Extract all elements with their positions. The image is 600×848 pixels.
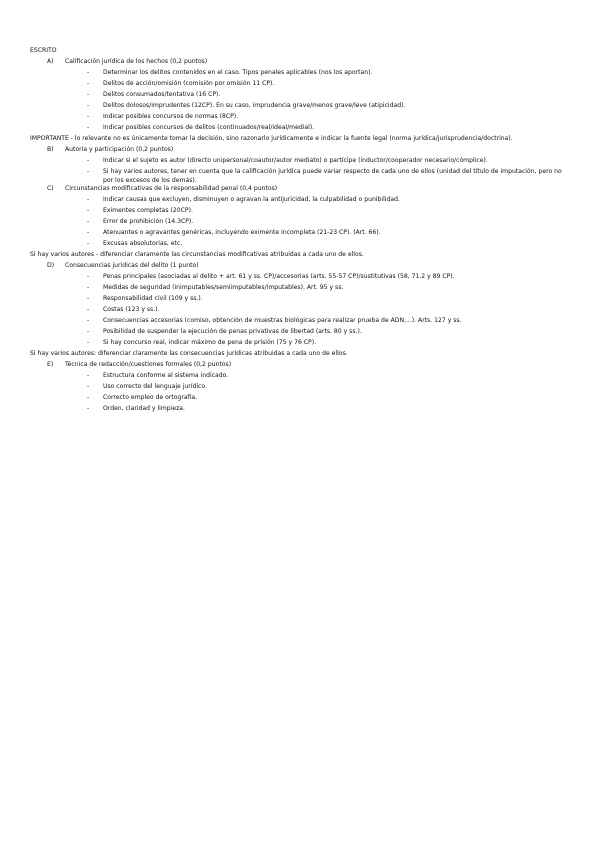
list-item	[30, 372, 580, 383]
list-item-text: Consecuencias accesorias (comiso, obtención de muestras biológicas para realizar prueba de ADN,...). Arts. 127 y ss.	[103, 317, 462, 325]
list-item	[30, 339, 580, 350]
section-heading	[30, 146, 580, 157]
bullet-marker: -	[87, 102, 90, 109]
list-item	[30, 284, 580, 295]
section-title: Calificación jurídica de los hechos (0,2 puntos)	[65, 58, 208, 65]
bullet-marker: -	[87, 372, 90, 380]
list-item	[30, 113, 580, 124]
bullet-marker: -	[87, 157, 90, 164]
bullet-marker: -	[87, 196, 90, 204]
list-item	[30, 168, 580, 185]
list-item	[30, 295, 580, 306]
list-item-text: Determinar los delitos contenidos en el caso. Tipos penales aplicables (nos los aportan).	[103, 69, 373, 76]
sections-container	[30, 58, 580, 416]
list-item-text: Delitos dolosos/imprudentes (12CP). En su caso, imprudencia grave/menos grave/leve (atipicidad).	[103, 102, 406, 109]
section-note: Si hay varios autores: diferenciar claramente las consecuencias jurídicas atribuidas a cada uno de ellos.	[30, 350, 348, 358]
list-item-text: Medidas de seguridad (inimputables/semiimputables/imputables). Art. 95 y ss.	[103, 284, 344, 292]
list-item-text: Excusas absolutorias, etc.	[103, 240, 183, 248]
section-title: Circunstancias modificativas de la responsabilidad penal (0,4 puntos)	[65, 185, 278, 193]
bullet-marker: -	[87, 273, 90, 281]
bullet-marker: -	[87, 405, 90, 413]
list-item	[30, 157, 580, 168]
bullet-marker: -	[87, 295, 90, 303]
list-item	[30, 328, 580, 339]
list-item-text: Delitos de acción/omisión (comisión por omisión 11 CP).	[103, 80, 275, 87]
bullet-marker: -	[87, 113, 90, 120]
list-item	[30, 124, 580, 135]
list-item-text: Indicar causas que excluyen, disminuyen o agravan la antijuricidad, la culpabilidad o punibilidad.	[103, 196, 400, 204]
bullet-marker: -	[87, 207, 90, 215]
list-item-text: Penas principales (asociadas al delito + art. 61 y ss. CP)/accesorias (arts. 55-57 CP)/sustitutivas (58, 71.2 y 89 CP).	[103, 273, 455, 281]
bullet-marker: -	[87, 124, 90, 131]
list-item-text: Si hay varios autores, tener en cuenta que la calificación jurídica puede variar respecto de cada uno de ellos (unidad del título de imputación, pero no por los excesos de los demás).	[103, 168, 562, 184]
bullet-marker: -	[87, 317, 90, 325]
bullet-marker: -	[87, 80, 90, 87]
document-body	[30, 47, 580, 416]
list-item-text: Error de prohibición (14.3CP).	[103, 218, 194, 226]
bullet-marker: -	[87, 284, 90, 292]
list-item-text: Indicar si el sujeto es autor (directo unipersonal/coautor/autor mediato) o partícipe (inductor/cooperador necesario/cómplice).	[103, 157, 488, 164]
section-letter: E)	[47, 361, 54, 369]
list-item-text: Costas (123 y ss.).	[103, 306, 160, 314]
bullet-marker: -	[87, 240, 90, 248]
bullet-marker: -	[87, 383, 90, 391]
list-item	[30, 69, 580, 80]
list-item-text: Indicar posibles concursos de delitos (continuados/real/ideal/medial).	[103, 124, 315, 131]
section-title: Autoría y participación (0,2 puntos)	[65, 146, 174, 153]
section-letter: C)	[47, 185, 54, 193]
section-note: IMPORTANTE - lo relevante no es únicamente tomar la decisión, sino razonarlo jurídicamente e indicar la fuente legal (norma jurídica/jurisprudencia/doctrina).	[30, 135, 513, 142]
section-note: Si hay varios autores - diferenciar claramente las circunstancias modificativas atribuidas a cada uno de ellos.	[30, 251, 364, 259]
list-item	[30, 229, 580, 240]
list-item-text: Orden, claridad y limpieza.	[103, 405, 185, 413]
bullet-marker: -	[87, 229, 90, 237]
list-item-text: Indicar posibles concursos de normas (8CP).	[103, 113, 239, 120]
list-item-text: Correcto empleo de ortografía.	[103, 394, 198, 402]
list-item	[30, 383, 580, 394]
list-item	[30, 218, 580, 229]
list-item-text: Atenuantes o agravantes genéricas, incluyendo eximente incompleta (21-23 CP). (Art. 66).	[103, 229, 381, 237]
list-item	[30, 80, 580, 91]
list-item	[30, 394, 580, 405]
list-item-text: Posibilidad de suspender la ejecución de penas privativas de libertad (arts. 80 y ss.).	[103, 328, 362, 336]
list-item-text: Uso correcto del lenguaje jurídico.	[103, 383, 207, 391]
bullet-marker: -	[87, 69, 90, 76]
section-heading	[30, 185, 580, 196]
list-item	[30, 306, 580, 317]
bullet-marker: -	[87, 339, 90, 347]
section-letter: A)	[47, 58, 54, 65]
list-item	[30, 207, 580, 218]
list-item-text: Estructura conforme al sistema indicado.	[103, 372, 229, 380]
list-item	[30, 317, 580, 328]
list-item-text: Responsabilidad civil (109 y ss.).	[103, 295, 203, 303]
list-item-text: Si hay concurso real, indicar máximo de pena de prisión (75 y 76 CP).	[103, 339, 317, 347]
list-item	[30, 102, 580, 113]
bullet-marker: -	[87, 328, 90, 336]
document-title: ESCRITO	[30, 47, 57, 54]
section-heading	[30, 58, 580, 69]
list-item	[30, 91, 580, 102]
section-title: Técnica de redacción/cuestiones formales (0,2 puntos)	[65, 361, 232, 369]
section-heading	[30, 361, 580, 372]
bullet-marker: -	[87, 168, 90, 175]
bullet-marker: -	[87, 91, 90, 98]
list-item-text: Eximentes completas (20CP).	[103, 207, 193, 215]
list-item-text: Delitos consumados/tentativa (16 CP).	[103, 91, 221, 98]
bullet-marker: -	[87, 306, 90, 314]
section-letter: D)	[47, 262, 55, 270]
section-letter: B)	[47, 146, 54, 153]
bullet-marker: -	[87, 394, 90, 402]
bullet-marker: -	[87, 218, 90, 226]
list-item	[30, 240, 580, 251]
list-item	[30, 196, 580, 207]
section-heading	[30, 262, 580, 273]
section-title: Consecuencias jurídicas del delito (1 punto)	[65, 262, 199, 270]
list-item	[30, 405, 580, 416]
list-item	[30, 273, 580, 284]
